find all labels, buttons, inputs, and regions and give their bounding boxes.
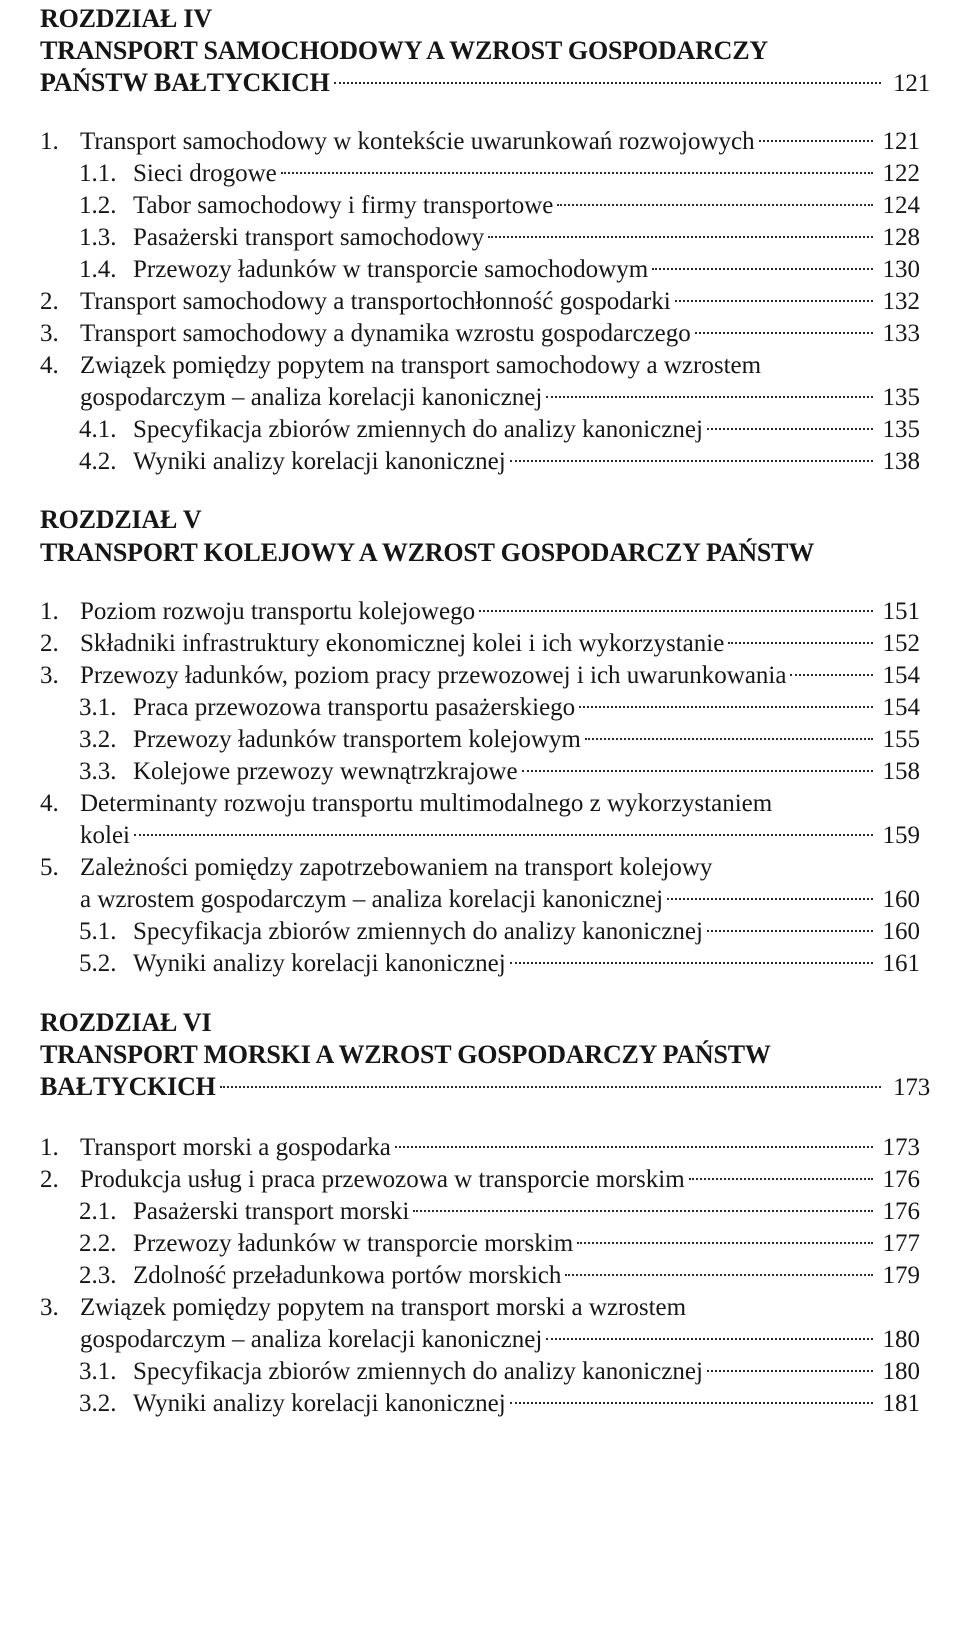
entry-page: 179 [882, 1262, 920, 1289]
entry-number: 4. [40, 790, 59, 817]
entry-number: 3. [40, 320, 59, 347]
toc-entry-4-1[interactable] [40, 125, 920, 159]
entry-page: 176 [882, 1166, 920, 1193]
entry-number: 2. [40, 1166, 59, 1193]
toc-entry-5-3-1[interactable] [79, 691, 920, 725]
dot-leader [707, 1370, 873, 1372]
dot-leader [565, 1274, 872, 1276]
entry-number: 3.2. [79, 726, 117, 753]
toc-entry-6-2-3[interactable] [79, 1259, 920, 1293]
entry-number: 1.2. [79, 192, 117, 219]
toc-entry-5-4-line1[interactable] [40, 787, 920, 821]
entry-title-line1: Zależności pomiędzy zapotrzebowaniem na transport kolejowy [80, 854, 713, 881]
entry-page: 154 [882, 694, 920, 721]
toc-entry-4-4-2[interactable] [79, 445, 920, 479]
toc-entry-6-2-2[interactable] [79, 1227, 920, 1261]
entry-page: 158 [882, 758, 920, 785]
entry-number: 5.1. [79, 918, 117, 945]
chapter-5-title-line1: TRANSPORT KOLEJOWY A WZROST GOSPODARCZY PAŃSTW [40, 538, 815, 567]
toc-entry-5-3-3[interactable] [79, 755, 920, 789]
entry-page: 135 [882, 384, 920, 411]
entry-page: 154 [882, 662, 920, 689]
entry-number: 4. [40, 352, 59, 379]
chapter-6-title-line1: TRANSPORT MORSKI A WZROST GOSPODARCZY PAŃSTW [40, 1040, 771, 1069]
entry-title: gospodarczym – analiza korelacji kanonicznej [80, 384, 543, 411]
entry-title: a wzrostem gospodarczym – analiza korelacji kanonicznej [80, 886, 664, 913]
toc-entry-4-1-4[interactable] [79, 253, 920, 287]
toc-entry-4-2[interactable] [40, 285, 920, 319]
toc-entry-4-4[interactable] [80, 381, 920, 415]
entry-number: 3. [40, 662, 59, 689]
entry-title: Składniki infrastruktury ekonomicznej kolei i ich wykorzystanie [80, 630, 725, 657]
entry-page: 133 [882, 320, 920, 347]
entry-number: 3.1. [79, 1358, 117, 1385]
dot-leader [546, 396, 872, 398]
entry-title: Transport morski a gospodarka [80, 1134, 391, 1161]
toc-entry-4-3[interactable] [40, 317, 920, 351]
entry-title: kolei [80, 822, 130, 849]
toc-entry-6-2-1[interactable] [79, 1195, 920, 1229]
entry-title: gospodarczym – analiza korelacji kanonicznej [80, 1326, 543, 1353]
entry-title-line1: Determinanty rozwoju transportu multimodalnego z wykorzystaniem [80, 790, 773, 817]
entry-title: Przewozy ładunków w transporcie morskim [133, 1230, 574, 1257]
dot-leader [395, 1146, 873, 1148]
entry-page: 160 [882, 886, 920, 913]
entry-number: 1. [40, 598, 59, 625]
dot-leader [510, 962, 873, 964]
dot-leader [695, 332, 873, 334]
chapter-4-title-row[interactable] [40, 66, 930, 101]
entry-title: Wyniki analizy korelacji kanonicznej [133, 1390, 506, 1417]
entry-title: Przewozy ładunków transportem kolejowym [133, 726, 581, 753]
entry-page: 121 [882, 128, 920, 155]
entry-number: 3.1. [79, 694, 117, 721]
toc-entry-4-1-3[interactable] [79, 221, 920, 255]
chapter-4-title-line2: PAŃSTW BAŁTYCKICH [40, 68, 330, 97]
dot-leader [790, 674, 872, 676]
entry-number: 1.3. [79, 224, 117, 251]
dot-leader [557, 204, 872, 206]
entry-title: Specyfikacja zbiorów zmiennych do analizy kanonicznej [133, 918, 703, 945]
entry-page: 180 [882, 1358, 920, 1385]
dot-leader [488, 236, 872, 238]
chapter-4-title-line1: TRANSPORT SAMOCHODOWY A WZROST GOSPODARCZY [40, 36, 768, 65]
chapter-4-label: ROZDZIAŁ IV [40, 4, 212, 33]
dot-leader [579, 706, 872, 708]
entry-page: 151 [882, 598, 920, 625]
toc-entry-5-5-line1[interactable] [40, 851, 920, 885]
dot-leader [413, 1210, 872, 1212]
dot-leader [479, 610, 872, 612]
entry-page: 135 [882, 416, 920, 443]
dot-leader [652, 268, 872, 270]
entry-page: 152 [882, 630, 920, 657]
entry-number: 2.1. [79, 1198, 117, 1225]
chapter-4-page: 121 [893, 70, 930, 97]
chapter-6-title-line2: BAŁTYCKICH [40, 1072, 216, 1101]
entry-number: 1. [40, 1134, 59, 1161]
dot-leader [577, 1242, 872, 1244]
toc-entry-5-5-2[interactable] [79, 947, 920, 981]
toc-entry-6-3-1[interactable] [79, 1355, 920, 1389]
dot-leader [510, 1402, 873, 1404]
toc-entry-6-3[interactable] [80, 1323, 920, 1357]
entry-number: 2. [40, 630, 59, 657]
toc-entry-6-2[interactable] [40, 1163, 920, 1197]
dot-leader [675, 300, 873, 302]
dot-leader [707, 930, 873, 932]
dot-leader [759, 140, 873, 142]
entry-number: 4.1. [79, 416, 117, 443]
dot-leader [334, 82, 881, 84]
entry-title: Poziom rozwoju transportu kolejowego [80, 598, 476, 625]
entry-title: Przewozy ładunków, poziom pracy przewozowej i ich uwarunkowania [80, 662, 787, 689]
entry-page: 132 [882, 288, 920, 315]
entry-title: Przewozy ładunków w transporcie samochodowym [133, 256, 649, 283]
entry-title: Transport samochodowy a dynamika wzrostu gospodarczego [80, 320, 691, 347]
entry-title: Wyniki analizy korelacji kanonicznej [133, 950, 506, 977]
toc-entry-5-3[interactable] [40, 659, 920, 693]
dot-leader [134, 834, 873, 836]
entry-page: 181 [882, 1390, 920, 1417]
dot-leader [585, 738, 873, 740]
entry-number: 4.2. [79, 448, 117, 475]
entry-page: 138 [882, 448, 920, 475]
entry-title: Produkcja usług i praca przewozowa w transporcie morskim [80, 1166, 685, 1193]
chapter-6-page: 173 [893, 1074, 930, 1101]
entry-page: 128 [882, 224, 920, 251]
entry-page: 173 [882, 1134, 920, 1161]
dot-leader [707, 428, 873, 430]
dot-leader [522, 770, 873, 772]
entry-title-line1: Związek pomiędzy popytem na transport samochodowy a wzrostem [80, 352, 762, 379]
dot-leader [220, 1086, 881, 1088]
entry-number: 5. [40, 854, 59, 881]
entry-title: Sieci drogowe [133, 160, 277, 187]
entry-number: 5.2. [79, 950, 117, 977]
entry-page: 160 [882, 918, 920, 945]
chapter-5-label: ROZDZIAŁ V [40, 505, 202, 534]
entry-number: 1. [40, 128, 59, 155]
entry-title-line1: Związek pomiędzy popytem na transport morski a wzrostem [80, 1294, 687, 1321]
entry-number: 1.1. [79, 160, 117, 187]
entry-page: 159 [882, 822, 920, 849]
dot-leader [281, 172, 873, 174]
dot-leader [510, 460, 873, 462]
entry-page: 177 [882, 1230, 920, 1257]
toc-entry-4-1-1[interactable] [79, 157, 920, 191]
entry-number: 3.3. [79, 758, 117, 785]
toc-entry-5-5[interactable] [80, 883, 920, 917]
toc-entry-6-1[interactable] [40, 1131, 920, 1165]
entry-title: Kolejowe przewozy wewnątrzkrajowe [133, 758, 518, 785]
entry-title: Specyfikacja zbiorów zmiennych do analizy kanonicznej [133, 1358, 703, 1385]
entry-title: Pasażerski transport morski [133, 1198, 410, 1225]
toc-entry-5-2[interactable] [40, 627, 920, 661]
toc-entry-5-5-1[interactable] [79, 915, 920, 949]
entry-title: Transport samochodowy a transportochłonność gospodarki [80, 288, 671, 315]
entry-title: Praca przewozowa transportu pasażerskiego [133, 694, 576, 721]
toc-entry-6-3-2[interactable] [79, 1387, 920, 1421]
dot-leader [667, 898, 872, 900]
toc-entry-4-4-line1[interactable] [40, 349, 920, 383]
entry-title: Specyfikacja zbiorów zmiennych do analizy kanonicznej [133, 416, 703, 443]
entry-title: Wyniki analizy korelacji kanonicznej [133, 448, 506, 475]
entry-title: Tabor samochodowy i firmy transportowe [133, 192, 554, 219]
toc-entry-4-4-1[interactable] [79, 413, 920, 447]
toc-entry-6-3-line1[interactable] [40, 1291, 920, 1325]
entry-title: Transport samochodowy w kontekście uwarunkowań rozwojowych [80, 128, 755, 155]
chapter-6-label: ROZDZIAŁ VI [40, 1008, 212, 1037]
entry-number: 3.2. [79, 1390, 117, 1417]
entry-page: 180 [882, 1326, 920, 1353]
toc-entry-5-3-2[interactable] [79, 723, 920, 757]
entry-number: 3. [40, 1294, 59, 1321]
chapter-6-title-row[interactable] [40, 1070, 930, 1105]
entry-page: 122 [882, 160, 920, 187]
entry-number: 2.3. [79, 1262, 117, 1289]
entry-number: 2.2. [79, 1230, 117, 1257]
entry-number: 2. [40, 288, 59, 315]
entry-page: 124 [882, 192, 920, 219]
dot-leader [689, 1178, 873, 1180]
entry-page: 130 [882, 256, 920, 283]
entry-title: Pasażerski transport samochodowy [133, 224, 485, 251]
entry-title: Zdolność przeładunkowa portów morskich [133, 1262, 562, 1289]
entry-page: 176 [882, 1198, 920, 1225]
entry-page: 155 [882, 726, 920, 753]
dot-leader [546, 1338, 872, 1340]
entry-page: 161 [882, 950, 920, 977]
toc-entry-4-1-2[interactable] [79, 189, 920, 223]
dot-leader [728, 642, 872, 644]
entry-number: 1.4. [79, 256, 117, 283]
toc-entry-5-1[interactable] [40, 595, 920, 629]
toc-entry-5-4[interactable] [80, 819, 920, 853]
